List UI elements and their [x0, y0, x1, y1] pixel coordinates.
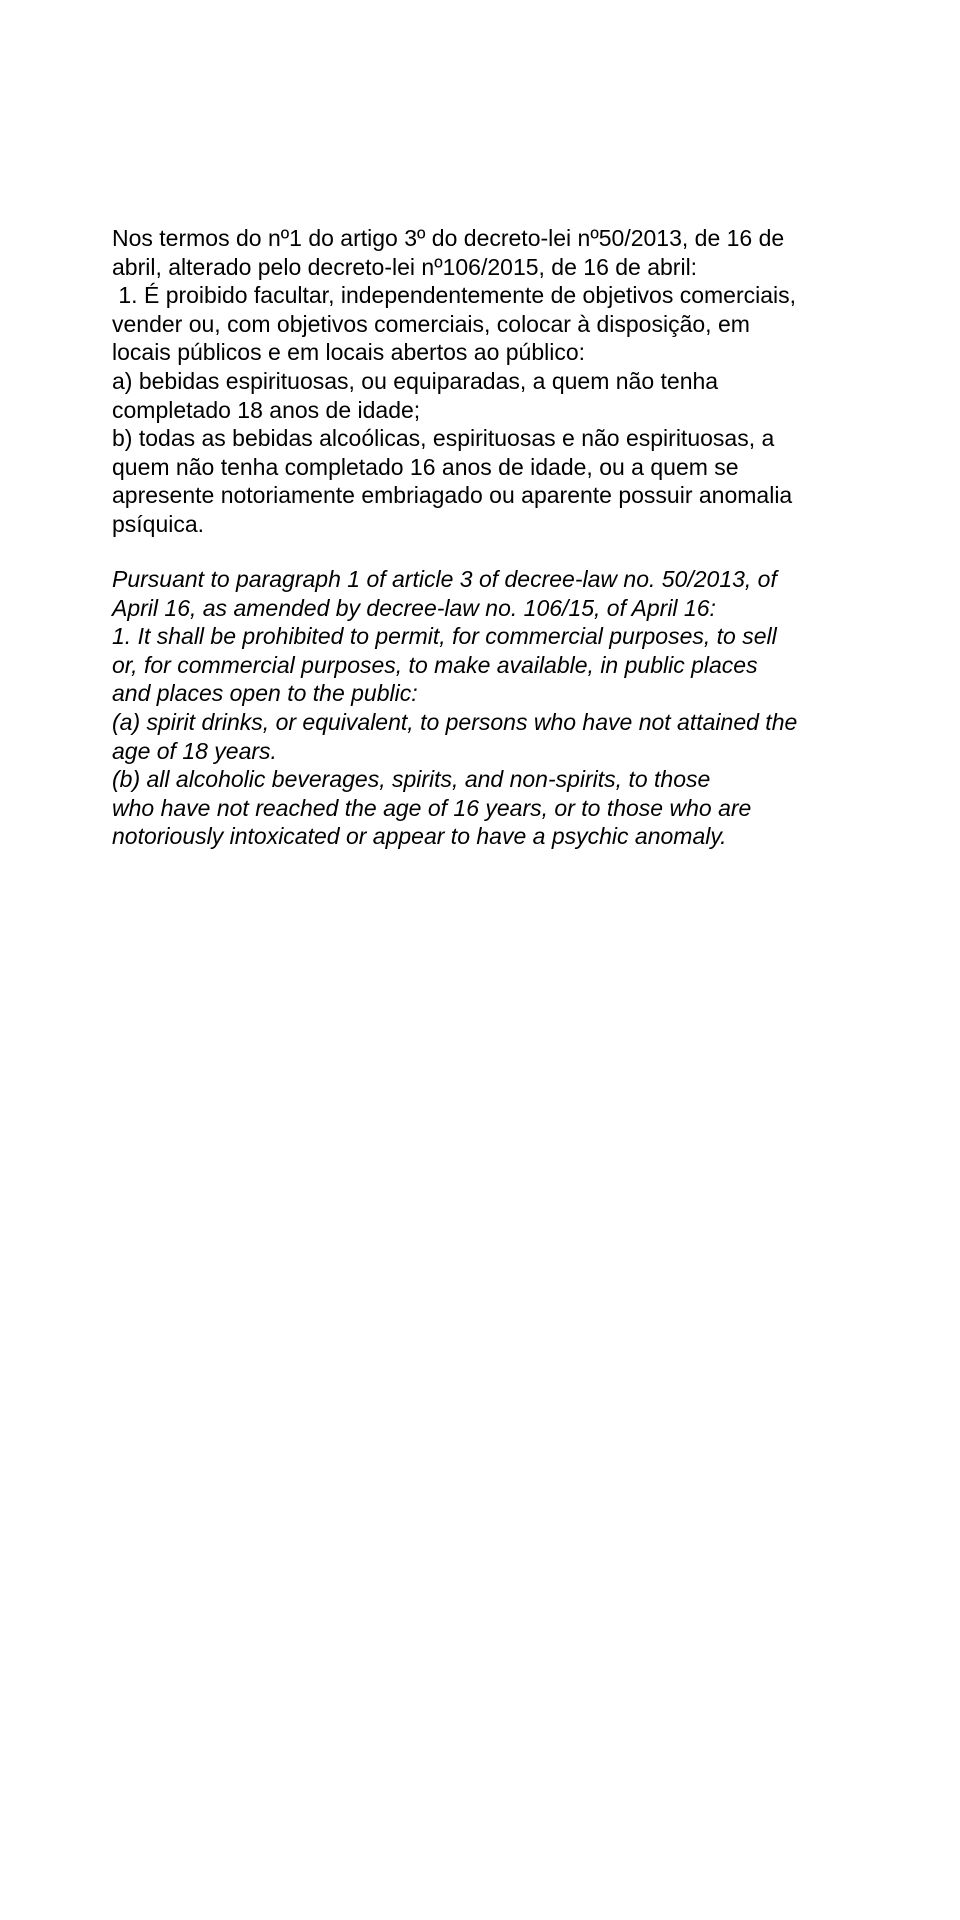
pt-line: apresente notoriamente embriagado ou aparente possuir anomalia — [112, 482, 793, 509]
en-line: Pursuant to paragraph 1 of article 3 of decree-law no. 50/2013, of — [112, 566, 777, 592]
pt-line: b) todas as bebidas alcoólicas, espirituosas e não espirituosas, a — [112, 425, 775, 452]
en-line: April 16, as amended by decree-law no. 106/15, of April 16: — [112, 594, 716, 621]
pt-line: quem não tenha completado 16 anos de idade, ou a quem se — [112, 453, 739, 480]
pt-line: locais públicos e em locais abertos ao público: — [112, 339, 586, 366]
en-line: who have not reached the age of 16 years, or to those who are — [112, 794, 752, 821]
en-line: age of 18 years. — [112, 737, 277, 764]
english-legal-text — [112, 565, 872, 851]
portuguese-legal-text — [112, 224, 872, 539]
en-line: notoriously intoxicated or appear to have a psychic anomaly. — [112, 823, 727, 850]
pt-line: 1. É proibido facultar, independentemente de objetivos comerciais, — [112, 282, 797, 309]
en-line: (a) spirit drinks, or equivalent, to persons who have not attained the — [112, 708, 798, 735]
en-line: 1. It shall be prohibited to permit, for commercial purposes, to sell — [112, 623, 777, 650]
pt-line: vender ou, com objetivos comerciais, colocar à disposição, em — [112, 310, 750, 337]
pt-line: a) bebidas espirituosas, ou equiparadas, a quem não tenha — [112, 367, 719, 394]
pt-line: abril, alterado pelo decreto-lei nº106/2015, de 16 de abril: — [112, 253, 698, 280]
pt-line: Nos termos do nº1 do artigo 3º do decreto-lei nº50/2013, de 16 de — [112, 225, 785, 251]
pt-line: completado 18 anos de idade; — [112, 396, 421, 423]
en-line: or, for commercial purposes, to make available, in public places — [112, 651, 758, 678]
pt-line: psíquica. — [112, 510, 205, 537]
en-line: and places open to the public: — [112, 680, 418, 707]
en-line: (b) all alcoholic beverages, spirits, and non-spirits, to those — [112, 766, 711, 793]
